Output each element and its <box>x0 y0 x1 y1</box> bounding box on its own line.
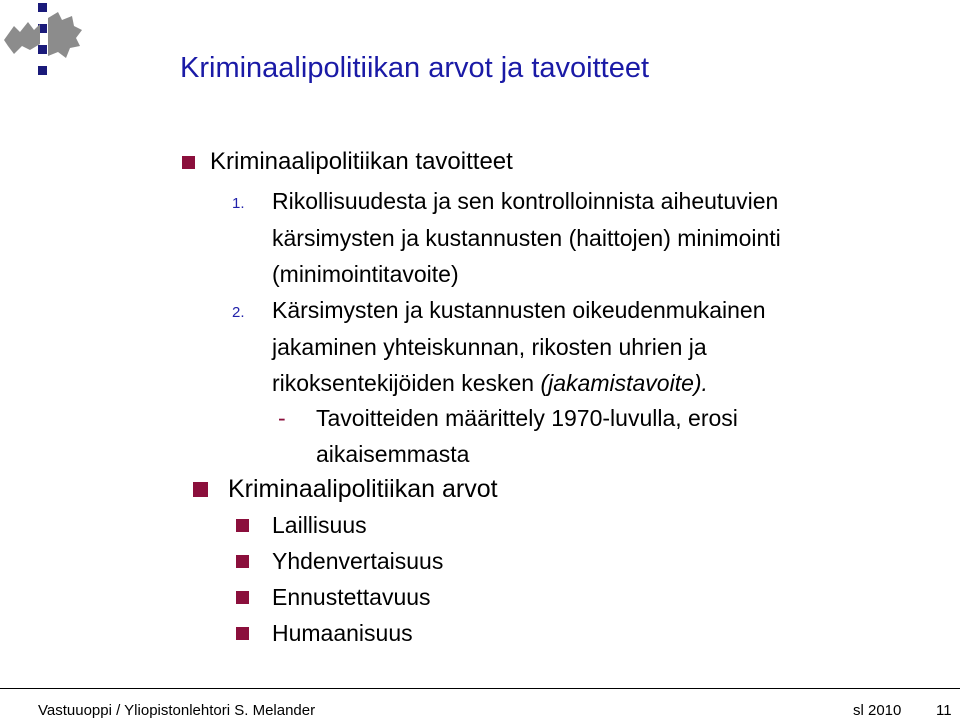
value-item-3: Ennustettavuus <box>272 584 431 610</box>
goal1-line3: (minimointitavoite) <box>272 261 459 287</box>
goal1-number: 1. <box>232 195 245 212</box>
bullet-square-icon <box>182 156 195 169</box>
bullet-square-icon <box>236 591 249 604</box>
sub-line1: Tavoitteiden määrittely 1970-luvulla, erosi <box>316 405 738 431</box>
footer-page-number: 11 <box>936 702 952 719</box>
goal2-emphasis: (jakamistavoite). <box>540 370 708 396</box>
footer-author: Vastuuoppi / Yliopistonlehtori S. Melander <box>38 702 316 719</box>
goal2-line1: Kärsimysten ja kustannusten oikeudenmukainen <box>272 297 766 323</box>
goal2-line3-text: rikoksentekijöiden kesken <box>272 370 535 396</box>
bullet-square-icon <box>236 627 249 640</box>
value-item-1: Laillisuus <box>272 512 367 538</box>
values-heading: Kriminaalipolitiikan arvot <box>228 475 498 503</box>
goals-heading: Kriminaalipolitiikan tavoitteet <box>210 148 513 175</box>
goal2-line3 <box>272 369 708 397</box>
goal1-line2: kärsimysten ja kustannusten (haittojen) minimointi <box>272 225 781 251</box>
dash-marker: - <box>278 405 286 431</box>
bullet-square-icon <box>193 482 208 497</box>
sub-line2: aikaisemmasta <box>316 441 470 467</box>
footer-date: sl 2010 <box>853 702 902 719</box>
university-logo-icon <box>0 0 90 90</box>
slide-title: Kriminaalipolitiikan arvot ja tavoitteet <box>180 52 650 84</box>
footer-divider <box>0 688 960 689</box>
bullet-square-icon <box>236 555 249 568</box>
goal2-number: 2. <box>232 304 245 321</box>
value-item-2: Yhdenvertaisuus <box>272 548 444 574</box>
value-item-4: Humaanisuus <box>272 620 413 646</box>
goal1-line1: Rikollisuudesta ja sen kontrolloinnista aiheutuvien <box>272 188 779 214</box>
bullet-square-icon <box>236 519 249 532</box>
goal2-line2: jakaminen yhteiskunnan, rikosten uhrien ja <box>272 334 707 360</box>
